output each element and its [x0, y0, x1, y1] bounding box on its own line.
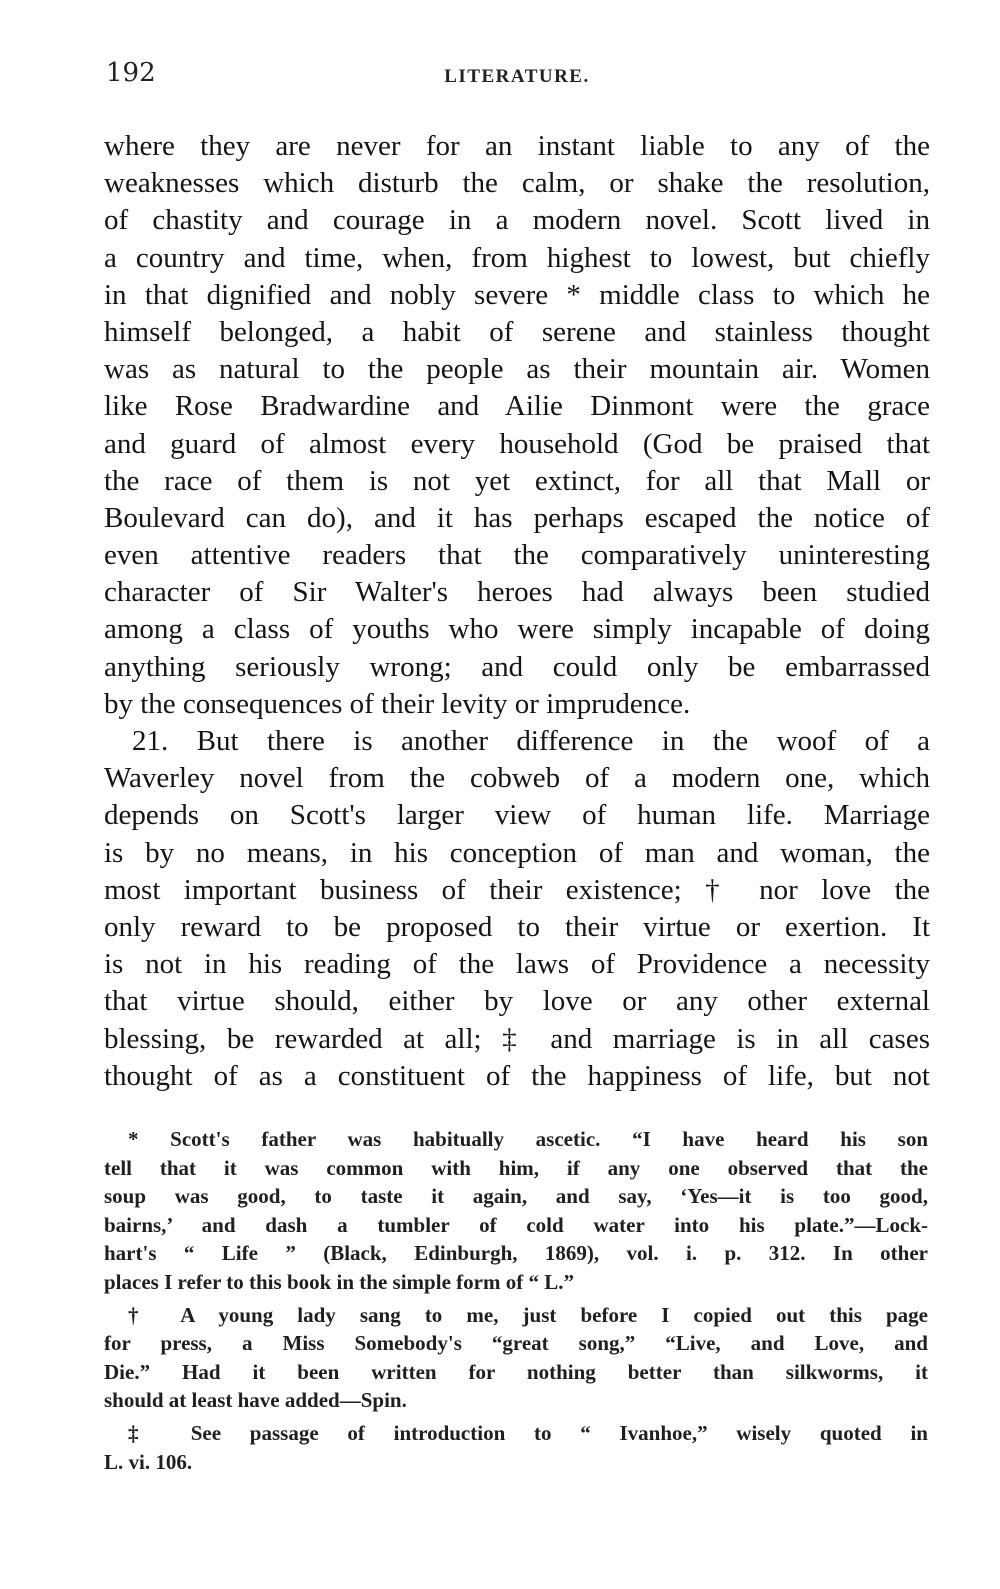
- footnote-line: should at least have added—Spin.: [104, 1388, 407, 1413]
- text-line: the race of them is not yet extinct, for all that Mall or: [104, 464, 930, 497]
- text-line: most important business of their existence; † nor love the: [104, 873, 930, 906]
- text-line: where they are never for an instant liable to any of the: [104, 130, 930, 162]
- footnote-line: hart's “ Life ” (Black, Edinburgh, 1869), vol. i. p. 312. In other: [104, 1241, 928, 1266]
- footnote-line: tell that it was common with him, if any one observed that the: [104, 1155, 928, 1180]
- text-line: only reward to be proposed to their virtue or exertion. It: [104, 910, 930, 943]
- text-line: like Rose Bradwardine and Ailie Dinmont were the grace: [104, 390, 930, 423]
- text-line: thought of as a constituent of the happiness of life, but not: [104, 1059, 930, 1092]
- text-line: of chastity and courage in a modern novel. Scott lived in: [104, 204, 930, 237]
- footnotes: [104, 1125, 928, 1476]
- text-line: and guard of almost every household (God be praised that: [104, 427, 930, 460]
- text-line: weaknesses which disturb the calm, or shake the resolution,: [104, 167, 930, 200]
- footnote-dagger: [104, 1301, 928, 1415]
- footnote-line: Die.” Had it been written for nothing better than silkworms, it: [104, 1359, 928, 1384]
- text-line: Waverley novel from the cobweb of a modern one, which: [104, 762, 930, 795]
- text-line: is not in his reading of the laws of Providence a necessity: [104, 948, 930, 981]
- footnote-line: * Scott's father was habitually ascetic. “I have heard his son: [128, 1127, 928, 1151]
- text-line: even attentive readers that the comparatively uninteresting: [104, 539, 930, 572]
- paragraph-21-start: 21. But there is another difference in the woof of a: [132, 725, 930, 757]
- footnote-line: ‡ See passage of introduction to “ Ivanhoe,” wisely quoted in: [128, 1420, 928, 1445]
- text-line: is by no means, in his conception of man and woman, the: [104, 836, 930, 869]
- running-head: LITERATURE.: [444, 66, 590, 87]
- footnote-line: soup was good, to taste it again, and say, ‘Yes—it is too good,: [104, 1184, 928, 1209]
- footnote-line: bairns,’ and dash a tumbler of cold water into his plate.”—Lock-: [104, 1212, 928, 1237]
- text-line: that virtue should, either by love or any other external: [104, 985, 930, 1018]
- text-line: anything seriously wrong; and could only be embarrassed: [104, 650, 930, 683]
- footnote-line: for press, a Miss Somebody's “great song,” “Live, and Love, and: [104, 1331, 928, 1356]
- text-line: character of Sir Walter's heroes had always been studied: [104, 576, 930, 609]
- text-line: Boulevard can do), and it has perhaps escaped the notice of: [104, 501, 930, 534]
- text-line: by the consequences of their levity or imprudence.: [104, 687, 691, 720]
- page-header: [106, 58, 928, 98]
- page-number: 192: [106, 58, 156, 88]
- footnote-asterisk: [104, 1125, 928, 1297]
- text-line: was as natural to the people as their mountain air. Women: [104, 353, 930, 386]
- text-line: among a class of youths who were simply incapable of doing: [104, 613, 930, 646]
- footnote-line: L. vi. 106.: [104, 1449, 193, 1474]
- text-line: depends on Scott's larger view of human life. Marriage: [104, 799, 930, 832]
- main-text: [104, 128, 930, 1095]
- text-line: a country and time, when, from highest to lowest, but chiefly: [104, 241, 930, 274]
- text-line: blessing, be rewarded at all; ‡ and marriage is in all cases: [104, 1022, 930, 1055]
- text-line: in that dignified and nobly severe * middle class to which he: [104, 278, 930, 311]
- footnote-line: places I refer to this book in the simple form of “ L.”: [104, 1269, 574, 1294]
- text-line: himself belonged, a habit of serene and stainless thought: [104, 315, 930, 348]
- footnote-line: † A young lady sang to me, just before I copied out this page: [128, 1302, 928, 1327]
- footnote-double-dagger: [104, 1419, 928, 1476]
